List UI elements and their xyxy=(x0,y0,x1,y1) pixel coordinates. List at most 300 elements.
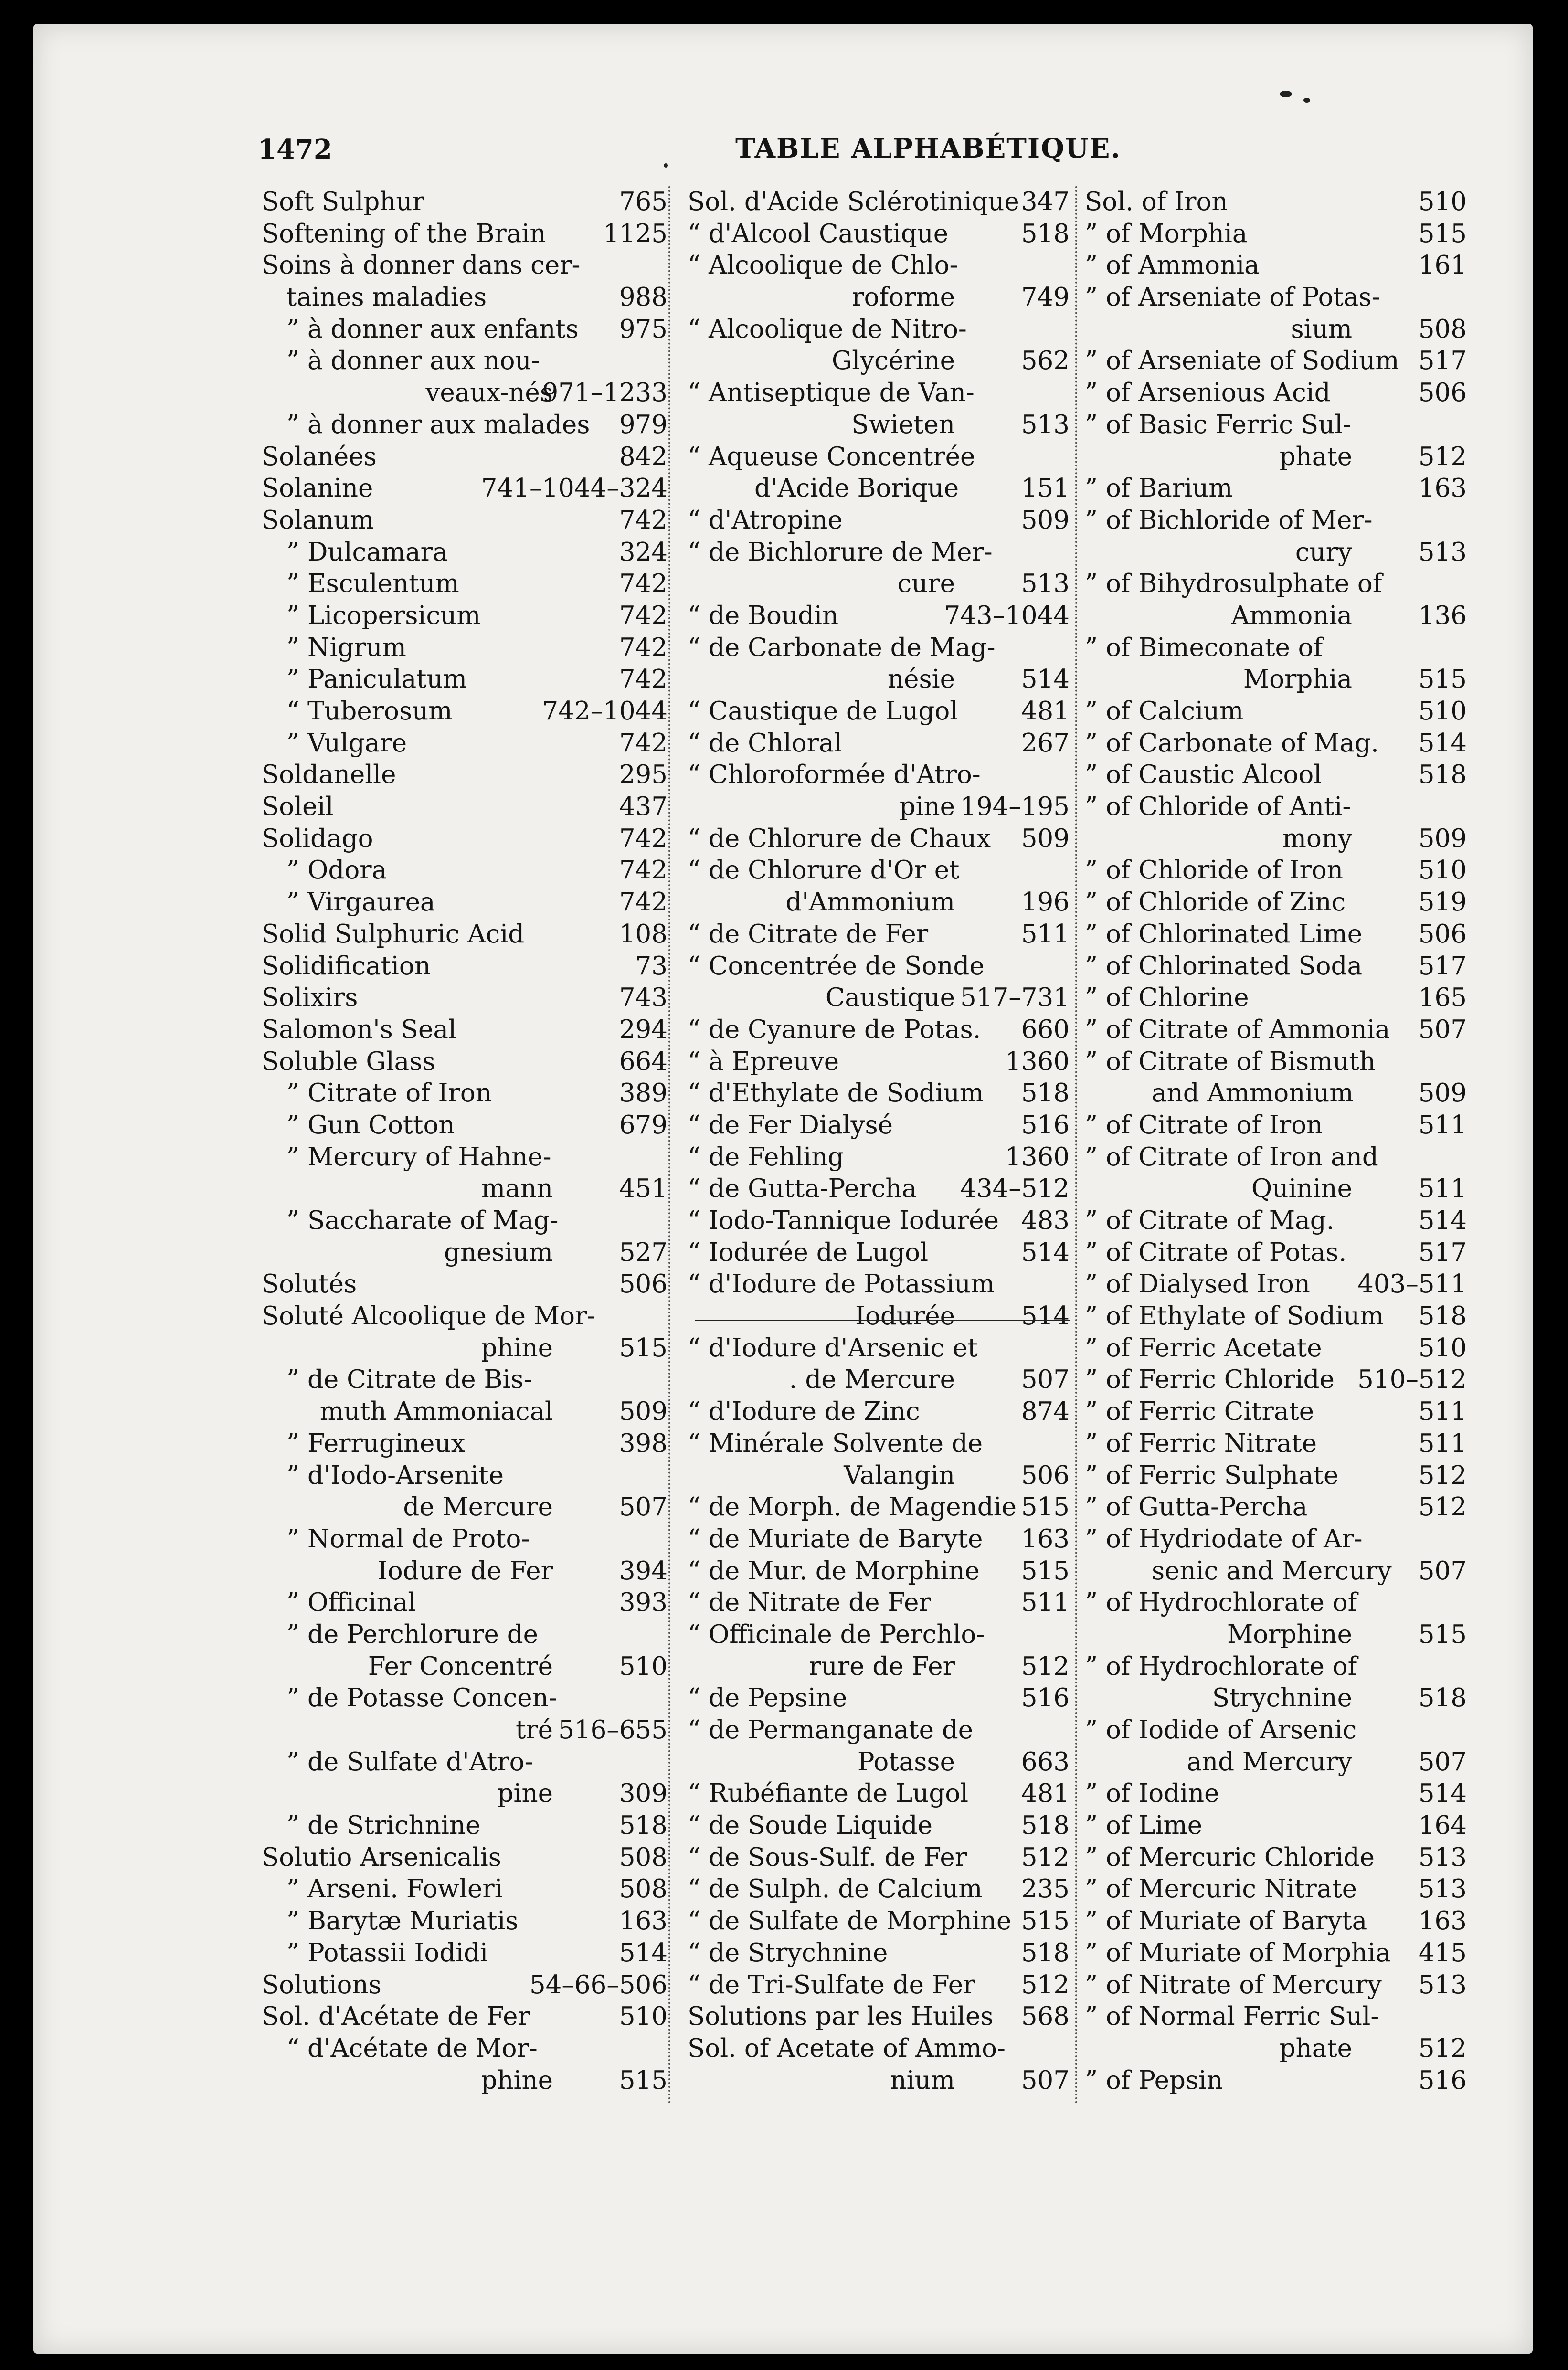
entry-term: “ d'Iodure de Potassium xyxy=(688,1270,995,1299)
index-entry xyxy=(688,1619,1070,1651)
index-entry xyxy=(1085,1428,1467,1460)
index-entry xyxy=(688,1810,1070,1842)
entry-term: phate xyxy=(1279,2033,1352,2063)
entry-term: ” of Morphia xyxy=(1085,219,1248,248)
index-entry xyxy=(688,1714,1070,1746)
entry-term: “ de Citrate de Fer xyxy=(688,919,929,949)
entry-term: “ de Mur. de Morphine xyxy=(688,1556,980,1586)
entry-page-ref: 971–1233 xyxy=(542,378,667,408)
entry-term: “ de Gutta-Percha xyxy=(688,1174,917,1204)
index-entry xyxy=(262,1714,667,1746)
index-entry xyxy=(1085,1524,1467,1555)
index-entry xyxy=(1085,1173,1467,1205)
entry-page-ref: 513 xyxy=(1418,1874,1467,1904)
index-entry xyxy=(1085,696,1467,728)
entry-term: ” Potassii Iodidi xyxy=(286,1938,488,1968)
entry-term: Caustique xyxy=(825,983,955,1013)
entry-page-ref: 679 xyxy=(619,1110,667,1140)
entry-term: ” of Bimeconate of xyxy=(1085,633,1323,662)
entry-page-ref: 511 xyxy=(1418,1174,1467,1204)
index-entry xyxy=(1085,441,1467,473)
entry-page-ref: 988 xyxy=(619,283,667,312)
index-entry xyxy=(1085,537,1467,569)
index-entry xyxy=(688,2033,1070,2065)
index-entry xyxy=(1085,823,1467,855)
entry-term: ” à donner aux nou- xyxy=(286,346,540,376)
entry-page-ref: 515 xyxy=(1021,1906,1070,1936)
entry-term: ” Paniculatum xyxy=(286,665,467,694)
index-entry xyxy=(1085,282,1467,314)
index-entry xyxy=(1085,1301,1467,1333)
entry-page-ref: 295 xyxy=(619,760,667,790)
entry-page-ref: 513 xyxy=(1418,1842,1467,1872)
entry-term: “ de Nitrate de Fer xyxy=(688,1588,931,1618)
entry-term: ” à donner aux malades xyxy=(286,410,590,439)
entry-term: ” Esculentum xyxy=(286,569,459,599)
index-entry xyxy=(1085,1142,1467,1174)
index-entry xyxy=(688,1428,1070,1460)
index-entry xyxy=(688,186,1070,218)
index-entry xyxy=(688,1873,1070,1905)
entry-term: ” of Chlorinated Soda xyxy=(1085,951,1363,981)
entry-term: Quinine xyxy=(1251,1174,1352,1204)
index-entry xyxy=(1085,951,1467,983)
entry-page-ref: 507 xyxy=(1418,1556,1467,1586)
index-entry xyxy=(1085,1205,1467,1237)
index-entry xyxy=(262,1746,667,1778)
entry-term: Solutions par les Huiles xyxy=(688,2002,994,2031)
index-entry xyxy=(262,2033,667,2065)
entry-page-ref: 294 xyxy=(619,1015,667,1044)
entry-page-ref: 509 xyxy=(1021,824,1070,853)
entry-page-ref: 1125 xyxy=(603,219,667,248)
index-entry xyxy=(688,982,1070,1014)
index-entry xyxy=(1085,1969,1467,2001)
entry-term: ” Odora xyxy=(286,856,387,885)
index-entry xyxy=(262,218,667,250)
entry-page-ref: 511 xyxy=(1021,1588,1070,1618)
entry-page-ref: 510 xyxy=(1418,697,1467,726)
index-entry xyxy=(688,1078,1070,1110)
entry-term: muth Ammoniacal xyxy=(319,1397,553,1427)
entry-term: senic and Mercury xyxy=(1152,1556,1392,1586)
entry-term: Strychnine xyxy=(1212,1683,1352,1713)
entry-page-ref: 512 xyxy=(1418,1460,1467,1490)
entry-term: ” of Hydrochlorate of xyxy=(1085,1651,1357,1681)
index-entry xyxy=(1085,919,1467,951)
entry-page-ref: 743–1044 xyxy=(944,601,1070,630)
index-column-2 xyxy=(688,186,1070,2096)
index-entry xyxy=(262,282,667,314)
entry-term: “ de Chlorure de Chaux xyxy=(688,824,991,853)
index-entry xyxy=(1085,1619,1467,1651)
entry-term: Salomon's Seal xyxy=(262,1015,456,1044)
entry-term: ” of Chloride of Anti- xyxy=(1085,792,1351,822)
entry-term: “ Minérale Solvente de xyxy=(688,1428,983,1458)
index-entry xyxy=(1085,982,1467,1014)
index-entry xyxy=(1085,1714,1467,1746)
index-entry xyxy=(1085,1842,1467,1874)
entry-term: ” Vulgare xyxy=(286,728,407,758)
entry-term: ” of Chlorinated Lime xyxy=(1085,919,1363,949)
index-entry xyxy=(1085,664,1467,696)
index-entry xyxy=(262,1046,667,1078)
index-entry xyxy=(262,186,667,218)
entry-term: ” of Citrate of Bismuth xyxy=(1085,1047,1376,1076)
entry-term: “ de Fehling xyxy=(688,1142,844,1172)
entry-page-ref: 506 xyxy=(1418,919,1467,949)
index-entry xyxy=(688,1842,1070,1874)
entry-page-ref: 513 xyxy=(1021,410,1070,439)
entry-term: ” of Calcium xyxy=(1085,697,1244,726)
entry-page-ref: 347 xyxy=(1021,187,1070,216)
entry-term: ” of Iodine xyxy=(1085,1779,1219,1809)
index-entry xyxy=(262,473,667,505)
entry-page-ref: 73 xyxy=(635,951,667,981)
entry-page-ref: 516 xyxy=(1418,2065,1467,2095)
entry-term: Solanum xyxy=(262,505,374,535)
index-entry xyxy=(688,1205,1070,1237)
entry-page-ref: 842 xyxy=(619,442,667,471)
index-entry xyxy=(262,1428,667,1460)
entry-page-ref: 163 xyxy=(1418,1906,1467,1936)
index-entry xyxy=(1085,1333,1467,1365)
entry-term: Soluble Glass xyxy=(262,1047,435,1076)
index-entry xyxy=(1085,1682,1467,1714)
entry-term: nium xyxy=(890,2065,955,2095)
entry-term: and Ammonium xyxy=(1152,1079,1354,1108)
entry-page-ref: 54–66–506 xyxy=(529,1970,667,2000)
index-entry xyxy=(262,2001,667,2033)
index-entry xyxy=(262,1173,667,1205)
entry-term: ” of Citrate of Iron xyxy=(1085,1110,1323,1140)
entry-term: “ Officinale de Perchlo- xyxy=(688,1619,985,1649)
index-entry xyxy=(688,1460,1070,1492)
entry-term: “ Tuberosum xyxy=(286,697,453,726)
index-entry xyxy=(262,441,667,473)
entry-term: d'Acide Borique xyxy=(754,474,959,503)
entry-term: “ Iodurée de Lugol xyxy=(688,1238,929,1267)
index-entry xyxy=(1085,1364,1467,1396)
index-entry xyxy=(688,919,1070,951)
entry-page-ref: 108 xyxy=(619,919,667,949)
index-entry xyxy=(262,409,667,441)
entry-term: ” Officinal xyxy=(286,1588,416,1618)
entry-term: ” of Caustic Alcool xyxy=(1085,760,1322,790)
entry-term: ” Arseni. Fowleri xyxy=(286,1874,503,1904)
index-entry xyxy=(688,1905,1070,1937)
index-entry xyxy=(262,1237,667,1269)
index-entry xyxy=(262,1905,667,1937)
index-entry xyxy=(1085,409,1467,441)
index-entry xyxy=(1085,1460,1467,1492)
index-entry xyxy=(262,1301,667,1333)
index-entry xyxy=(1085,218,1467,250)
index-entry xyxy=(688,537,1070,569)
entry-page-ref: 164 xyxy=(1418,1811,1467,1841)
index-entry xyxy=(688,1364,1070,1396)
entry-term: ” Virgaurea xyxy=(286,888,435,917)
index-entry xyxy=(688,2001,1070,2033)
entry-term: sium xyxy=(1291,314,1352,344)
entry-page-ref: 194–195 xyxy=(960,792,1070,822)
entry-page-ref: 309 xyxy=(619,1779,667,1809)
entry-page-ref: 507 xyxy=(619,1492,667,1522)
strike-rule xyxy=(695,1320,1070,1321)
entry-page-ref: 515 xyxy=(1021,1492,1070,1522)
index-entry xyxy=(262,1364,667,1396)
entry-term: ” of Lime xyxy=(1085,1811,1203,1841)
index-entry xyxy=(262,1842,667,1874)
index-entry xyxy=(688,218,1070,250)
entry-page-ref: 742 xyxy=(619,824,667,853)
index-entry xyxy=(262,314,667,346)
index-entry xyxy=(262,919,667,951)
index-entry xyxy=(688,1492,1070,1524)
index-entry xyxy=(1085,1492,1467,1524)
entry-term: ” of Carbonate of Mag. xyxy=(1085,728,1379,758)
index-entry xyxy=(1085,632,1467,664)
entry-term: “ Alcoolique de Nitro- xyxy=(688,314,967,344)
index-entry xyxy=(1085,1237,1467,1269)
entry-page-ref: 515 xyxy=(619,1333,667,1363)
index-entry xyxy=(262,1492,667,1524)
entry-page-ref: 742 xyxy=(619,728,667,758)
entry-term: “ de Sous-Sulf. de Fer xyxy=(688,1842,967,1872)
entry-page-ref: 506 xyxy=(1021,1460,1070,1490)
entry-term: ” of Hydrochlorate of xyxy=(1085,1588,1357,1618)
index-entry xyxy=(262,1396,667,1428)
entry-page-ref: 506 xyxy=(1418,378,1467,408)
entry-term: ” of Muriate of Baryta xyxy=(1085,1906,1367,1936)
entry-page-ref: 515 xyxy=(1021,1556,1070,1586)
entry-term: Solixirs xyxy=(262,983,358,1013)
entry-page-ref: 508 xyxy=(619,1842,667,1872)
index-entry xyxy=(688,1778,1070,1810)
running-title: TABLE ALPHABÉTIQUE. xyxy=(735,133,1121,164)
index-entry xyxy=(688,1237,1070,1269)
index-entry xyxy=(688,345,1070,377)
index-entry xyxy=(688,1524,1070,1555)
entry-term: ” of Arsenious Acid xyxy=(1085,378,1331,408)
index-entry xyxy=(688,632,1070,664)
index-entry xyxy=(1085,855,1467,887)
index-entry xyxy=(688,1587,1070,1619)
entry-term: ” de Strichnine xyxy=(286,1811,481,1841)
index-entry xyxy=(688,1937,1070,1969)
entry-term: ” of Arseniate of Potas- xyxy=(1085,283,1380,312)
index-entry xyxy=(1085,314,1467,346)
index-entry xyxy=(262,345,667,377)
index-entry xyxy=(1085,345,1467,377)
index-entry xyxy=(262,728,667,760)
entry-page-ref: 510–512 xyxy=(1357,1365,1467,1395)
entry-term: “ d'Iodure d'Arsenic et xyxy=(688,1333,978,1363)
index-entry xyxy=(262,1205,667,1237)
entry-term: cure xyxy=(897,569,955,599)
entry-term: “ Rubéfiante de Lugol xyxy=(688,1779,969,1809)
index-entry xyxy=(1085,1746,1467,1778)
entry-page-ref: 517 xyxy=(1418,1238,1467,1267)
entry-term: ” of Barium xyxy=(1085,474,1233,503)
entry-term: ” of Ferric Nitrate xyxy=(1085,1428,1317,1458)
entry-page-ref: 509 xyxy=(1418,824,1467,853)
entry-page-ref: 517 xyxy=(1418,951,1467,981)
index-entry xyxy=(1085,2001,1467,2033)
index-entry xyxy=(1085,377,1467,409)
index-entry xyxy=(262,1555,667,1587)
index-entry xyxy=(1085,791,1467,823)
entry-term: mony xyxy=(1282,824,1352,853)
entry-page-ref: 513 xyxy=(1418,1970,1467,2000)
entry-page-ref: 235 xyxy=(1021,1874,1070,1904)
entry-term: ” of Chlorine xyxy=(1085,983,1249,1013)
entry-page-ref: 742–1044 xyxy=(542,697,667,726)
entry-term: ” of Dialysed Iron xyxy=(1085,1270,1310,1299)
entry-page-ref: 1360 xyxy=(1005,1142,1070,1172)
index-entry xyxy=(262,855,667,887)
entry-term: ” of Basic Ferric Sul- xyxy=(1085,410,1352,439)
entry-page-ref: 451 xyxy=(619,1174,667,1204)
index-entry xyxy=(688,1333,1070,1365)
entry-term: ” of Bichloride of Mer- xyxy=(1085,505,1373,535)
entry-page-ref: 749 xyxy=(1021,283,1070,312)
entry-term: cury xyxy=(1295,537,1352,567)
entry-term: Solid Sulphuric Acid xyxy=(262,919,525,949)
index-entry xyxy=(1085,473,1467,505)
entry-page-ref: 515 xyxy=(1418,1619,1467,1649)
index-entry xyxy=(262,1110,667,1142)
entry-term: ” of Citrate of Mag. xyxy=(1085,1206,1335,1235)
entry-term: Fer Concentré xyxy=(368,1651,553,1681)
index-entry xyxy=(688,282,1070,314)
index-entry xyxy=(1085,600,1467,632)
index-entry xyxy=(688,1746,1070,1778)
entry-page-ref: 568 xyxy=(1021,2002,1070,2031)
index-entry xyxy=(262,1333,667,1365)
index-entry xyxy=(262,1014,667,1046)
entry-term: “ d'Acétate de Mor- xyxy=(286,2033,538,2063)
index-entry xyxy=(262,664,667,696)
entry-page-ref: 979 xyxy=(619,410,667,439)
index-entry xyxy=(688,1651,1070,1683)
entry-page-ref: 510 xyxy=(619,2002,667,2031)
index-entry xyxy=(262,600,667,632)
entry-term: and Mercury xyxy=(1187,1747,1352,1777)
entry-page-ref: 196 xyxy=(1021,888,1070,917)
entry-term: ” of Gutta-Percha xyxy=(1085,1492,1308,1522)
entry-term: ” of Ferric Chloride xyxy=(1085,1365,1335,1395)
entry-term: ” of Bihydrosulphate of xyxy=(1085,569,1382,599)
entry-page-ref: 512 xyxy=(1021,1651,1070,1681)
index-entry xyxy=(262,1269,667,1301)
entry-page-ref: 518 xyxy=(1021,1079,1070,1108)
index-entry xyxy=(688,409,1070,441)
entry-page-ref: 514 xyxy=(619,1938,667,1968)
entry-term: phate xyxy=(1279,442,1352,471)
index-entry xyxy=(1085,186,1467,218)
entry-term: ” of Nitrate of Mercury xyxy=(1085,1970,1382,2000)
entry-page-ref: 165 xyxy=(1418,983,1467,1013)
index-entry xyxy=(262,759,667,791)
entry-term: ” of Ferric Acetate xyxy=(1085,1333,1322,1363)
entry-term: “ d'Iodure de Zinc xyxy=(688,1397,920,1427)
entry-term: veaux-nés xyxy=(425,378,553,408)
entry-page-ref: 481 xyxy=(1021,1779,1070,1809)
index-entry xyxy=(1085,759,1467,791)
page-number: 1472 xyxy=(258,134,332,165)
index-entry xyxy=(1085,1905,1467,1937)
entry-page-ref: 514 xyxy=(1418,1206,1467,1235)
entry-term: phine xyxy=(481,1333,553,1363)
entry-term: ” Nigrum xyxy=(286,633,406,662)
entry-term: “ de Chloral xyxy=(688,728,842,758)
entry-page-ref: 518 xyxy=(1418,1683,1467,1713)
entry-term: ” of Ammonia xyxy=(1085,251,1260,280)
entry-term: Ammonia xyxy=(1231,601,1352,630)
entry-page-ref: 483 xyxy=(1021,1206,1070,1235)
index-entry xyxy=(1085,1587,1467,1619)
entry-term: “ de Soude Liquide xyxy=(688,1811,933,1841)
ink-speck xyxy=(1280,91,1292,97)
entry-term: tré xyxy=(516,1715,553,1745)
entry-page-ref: 437 xyxy=(619,792,667,822)
entry-page-ref: 267 xyxy=(1021,728,1070,758)
index-entry xyxy=(1085,568,1467,600)
index-entry xyxy=(262,537,667,569)
entry-term: Glycérine xyxy=(831,346,955,376)
entry-term: “ Iodo-Tannique Iodurée xyxy=(688,1206,999,1235)
entry-term: ” of Ferric Citrate xyxy=(1085,1397,1314,1427)
entry-term: Solanine xyxy=(262,474,373,503)
entry-page-ref: 518 xyxy=(1021,1938,1070,1968)
entry-page-ref: 562 xyxy=(1021,346,1070,376)
column-rule xyxy=(1075,186,1077,2105)
entry-page-ref: 481 xyxy=(1021,697,1070,726)
entry-term: Solanées xyxy=(262,442,377,471)
entry-term: “ Chloroformée d'Atro- xyxy=(688,760,981,790)
index-entry xyxy=(688,1110,1070,1142)
entry-page-ref: 509 xyxy=(1021,505,1070,535)
entry-term: Soldanelle xyxy=(262,760,396,790)
index-entry xyxy=(1085,505,1467,537)
index-entry xyxy=(1085,250,1467,282)
entry-page-ref: 742 xyxy=(619,888,667,917)
entry-term: “ de Carbonate de Mag- xyxy=(688,633,996,662)
entry-term: Sol. d'Acide Sclérotinique xyxy=(688,187,1019,216)
entry-page-ref: 516 xyxy=(1021,1110,1070,1140)
entry-page-ref: 393 xyxy=(619,1588,667,1618)
index-entry xyxy=(262,1078,667,1110)
entry-page-ref: 511 xyxy=(1021,919,1070,949)
index-entry xyxy=(688,1969,1070,2001)
entry-page-ref: 742 xyxy=(619,569,667,599)
entry-page-ref: 507 xyxy=(1021,2065,1070,2095)
index-entry xyxy=(1085,1810,1467,1842)
index-entry xyxy=(688,377,1070,409)
entry-term: ” of Mercuric Nitrate xyxy=(1085,1874,1357,1904)
entry-term: Potasse xyxy=(857,1747,955,1777)
entry-term: Iodurée xyxy=(855,1301,955,1331)
entry-page-ref: 765 xyxy=(619,187,667,216)
ink-speck xyxy=(664,163,668,168)
index-entry xyxy=(688,1142,1070,1174)
index-entry xyxy=(688,855,1070,887)
index-entry xyxy=(688,441,1070,473)
entry-term: ” Citrate of Iron xyxy=(286,1079,492,1108)
entry-page-ref: 151 xyxy=(1021,474,1070,503)
entry-page-ref: 742 xyxy=(619,633,667,662)
